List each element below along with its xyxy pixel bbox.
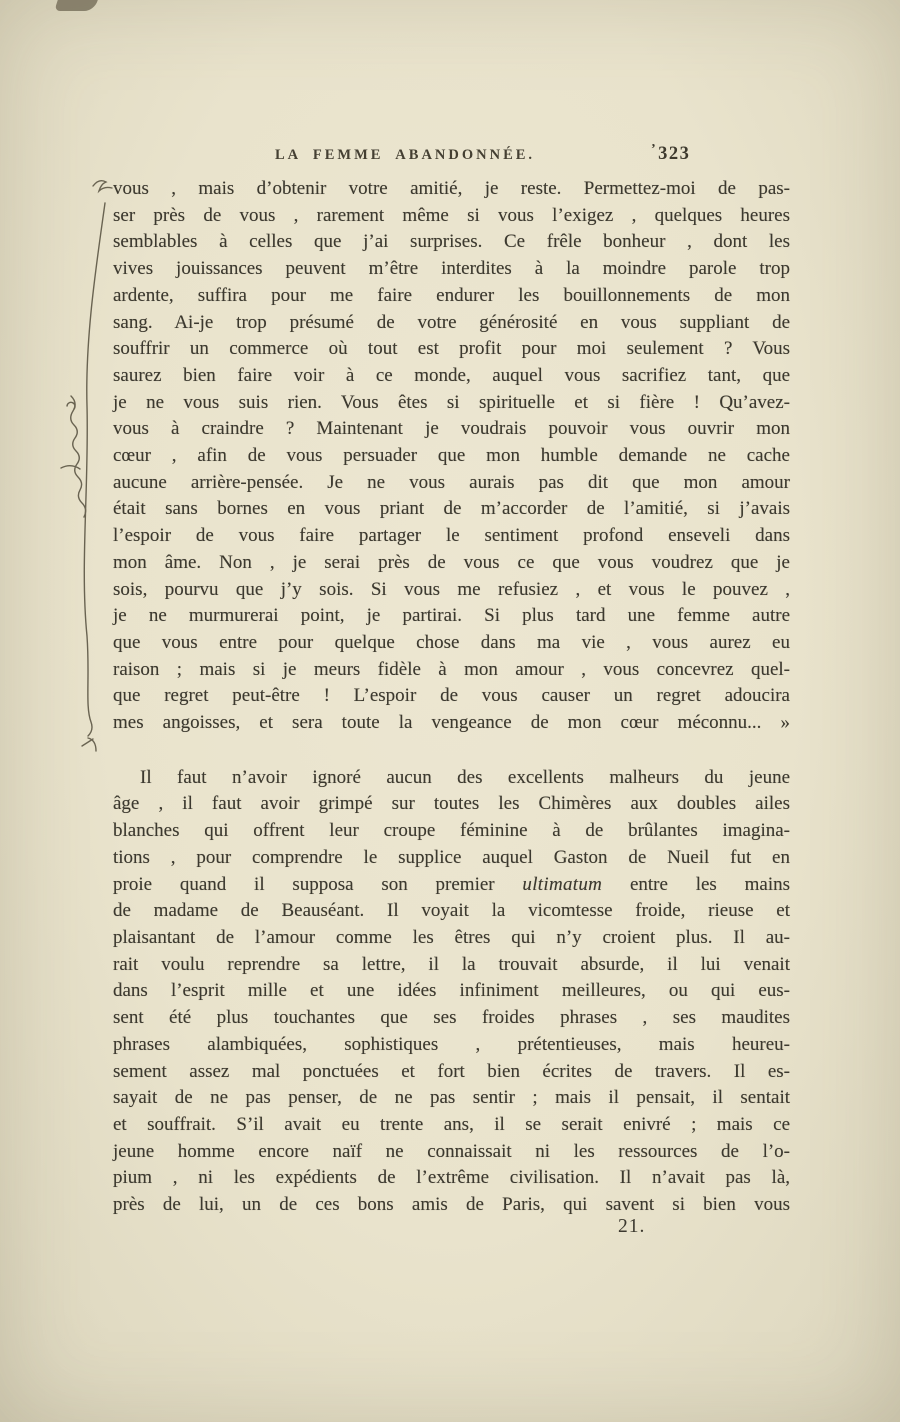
- text-line: dans l’esprit mille et une idées infiniment meilleures, ou qui eus-: [113, 980, 790, 1002]
- text-line: raison ; mais si je meurs fidèle à mon amour , vous concevrez quel-: [113, 658, 790, 680]
- text-line: vives jouissances peuvent m’être interdites à la moindre parole trop: [113, 258, 790, 280]
- text-line: ser près de vous , rarement même si vous l’exigez , quelques heures: [113, 204, 790, 226]
- text-line: tions , pour comprendre le supplice auquel Gaston de Nueil fut en: [113, 846, 790, 868]
- text-line: sement assez mal ponctuées et fort bien écrites de travers. Il es-: [113, 1060, 790, 1082]
- italic-text: ultimatum: [522, 873, 603, 895]
- text-line: que vous entre pour quelque chose dans ma vie , vous aurez eu: [113, 631, 790, 653]
- margin-tilde-mark: [93, 181, 112, 191]
- text-line: sent été plus touchantes que ses froides phrases , ses maudites: [113, 1007, 790, 1029]
- text-line: que regret peut-être ! L’espoir de vous causer un regret adoucira: [113, 685, 790, 707]
- text-line: blanches qui offrent leur croupe féminine à de brûlantes imagina-: [113, 820, 790, 842]
- text-line: phrases alambiquées, sophistiques , prétentieuses, mais heureu-: [113, 1033, 790, 1055]
- text-line: [113, 872, 790, 899]
- text-line: était sans bornes en vous priant de m’accorder de l’amitié, si j’avais: [113, 498, 790, 520]
- text-line: aucune arrière-pensée. Je ne vous aurais pas dit que mon amour: [113, 471, 790, 493]
- text-line: de madame de Beauséant. Il voyait la vicomtesse froide, rieuse et: [113, 900, 790, 922]
- page-number-value: 323: [658, 144, 691, 164]
- text-line: et souffrait. S’il avait eu trente ans, il se serait enivré ; mais ce: [113, 1113, 790, 1135]
- margin-bracket-line: [84, 203, 105, 736]
- text-line: saurez bien faire voir à ce monde, auquel vous sacrifiez tant, que: [113, 364, 790, 386]
- margin-bottom-hook: [82, 738, 96, 751]
- text-segment: entre les mains: [602, 873, 790, 895]
- text-line: rait voulu reprendre sa lettre, il la trouvait absurde, il lui venait: [113, 953, 790, 975]
- text-line: l’espoir de vous faire partager le sentiment profond enseveli dans: [113, 525, 790, 547]
- letter-excerpt: [113, 176, 790, 737]
- text-line: sang. Ai-je trop présumé de votre générosité en vous suppliant de: [113, 311, 790, 333]
- signature-mark: 21.: [618, 1216, 646, 1237]
- handwritten-scribble-loop: [61, 402, 80, 469]
- text-line: je ne murmurerai point, je partirai. Si plus tard une femme autre: [113, 605, 790, 627]
- text-line: sayait de ne pas penser, de ne pas sentir ; mais il pensait, il sentait: [113, 1087, 790, 1109]
- text-line: souffrir un commerce où tout est profit pour moi seulement ? Vous: [113, 338, 790, 360]
- text-line: je ne vous suis rien. Vous êtes si spirituelle et si fière ! Qu’avez-: [113, 391, 790, 413]
- text-segment: proie quand il supposa son premier: [113, 873, 523, 895]
- running-header: [0, 144, 900, 170]
- text-line: mes angoisses, et sera toute la vengeance de mon cœur méconnu... »: [113, 712, 790, 734]
- page-title: LA FEMME ABANDONNÉE.: [274, 147, 536, 163]
- text-line: pium , ni les expédients de l’extrême civilisation. Il n’avait pas là,: [113, 1167, 790, 1189]
- text-line: jeune homme encore naïf ne connaissait ni les ressources de l’o-: [113, 1140, 790, 1162]
- text-line: sois, pourvu que j’y sois. Si vous me refusiez , et vous le pouvez ,: [113, 578, 790, 600]
- page-number: [651, 142, 690, 165]
- text-line: Il faut n’avoir ignoré aucun des excellents malheurs du jeune: [140, 766, 790, 788]
- page-number-tick: ’: [651, 142, 658, 157]
- handwritten-scribble: [71, 396, 86, 517]
- text-line: vous , mais d’obtenir votre amitié, je reste. Permettez-moi de pas-: [113, 178, 790, 199]
- text-line: mon âme. Non , je serai près de vous ce que vous voudrez que je: [113, 551, 790, 573]
- text-line: cœur , afin de vous persuader que mon humble demande ne cache: [113, 445, 790, 467]
- scan-artifact: [54, 0, 98, 11]
- text-line: près de lui, un de ces bons amis de Paris, qui savent si bien vous: [113, 1194, 790, 1216]
- text-line: plaisantant de l’amour comme les êtres qui n’y croient plus. Il au-: [113, 926, 790, 948]
- text-line: vous à craindre ? Maintenant je voudrais pouvoir vous ouvrir mon: [113, 418, 790, 440]
- text-block: [113, 176, 790, 1219]
- text-line: âge , il faut avoir grimpé sur toutes les Chimères aux doubles ailes: [113, 793, 790, 815]
- narrative-paragraph: [113, 765, 790, 1219]
- text-line: ardente, suffira pour me faire endurer les bouillonnements de mon: [113, 284, 790, 306]
- text-line: semblables à celles que j’ai surprises. Ce frêle bonheur , dont les: [113, 231, 790, 253]
